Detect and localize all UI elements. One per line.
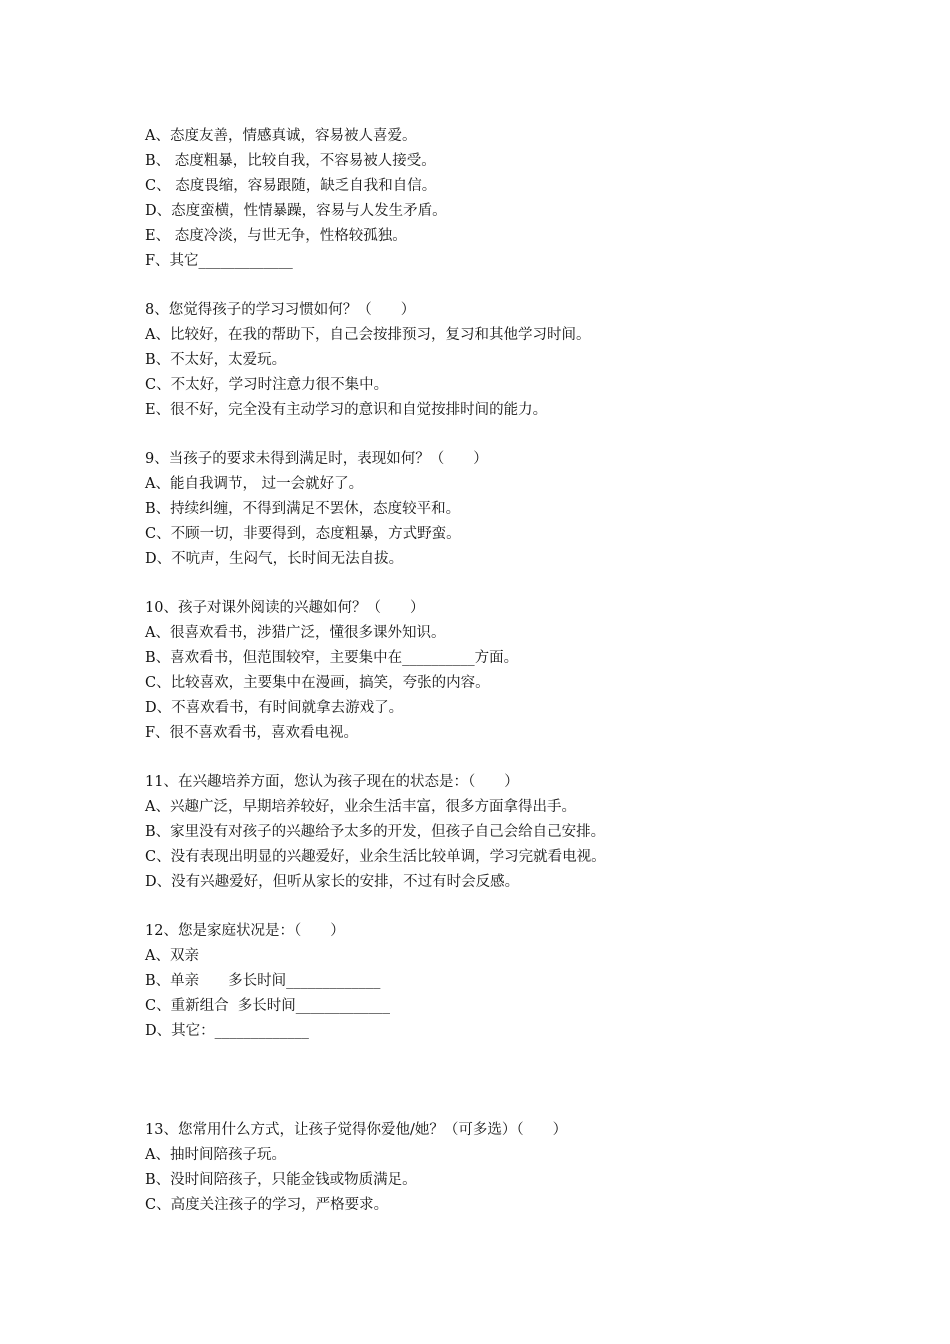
option-line: D、不吭声，生闷气，长时间无法自拔。 (145, 551, 404, 567)
option-line: C、高度关注孩子的学习，严格要求。 (145, 1197, 389, 1213)
option-line: E、很不好，完全没有主动学习的意识和自觉按排时间的能力。 (145, 402, 548, 418)
option-line: A、兴趣广泛，早期培养较好，业余生活丰富，很多方面拿得出手。 (145, 799, 576, 815)
option-line: D、不喜欢看书，有时间就拿去游戏了。 (145, 700, 404, 716)
q11-block (145, 770, 845, 895)
option-line: A、很喜欢看书，涉猎广泛，懂很多课外知识。 (145, 625, 446, 641)
option-line: C、没有表现出明显的兴趣爱好，业余生活比较单调，学习完就看电视。 (145, 849, 606, 865)
questionnaire-page (145, 124, 845, 1218)
q13-block (145, 1118, 845, 1218)
option-line: A、比较好，在我的帮助下，自己会按排预习，复习和其他学习时间。 (145, 327, 591, 343)
question-title: 11、在兴趣培养方面，您认为孩子现在的状态是：（ ） (145, 774, 519, 790)
question-title: 8、您觉得孩子的学习习惯如何？（ ） (145, 302, 416, 318)
option-line: A、态度友善，情感真诚，容易被人喜爱。 (145, 128, 417, 144)
q12-block (145, 919, 845, 1044)
question-title: 12、您是家庭状况是：（ ） (145, 923, 345, 939)
question-title: 10、孩子对课外阅读的兴趣如何？（ ） (145, 600, 425, 616)
option-line: D、态度蛮横，性情暴躁，容易与人发生矛盾。 (145, 203, 447, 219)
option-line: B、 态度粗暴，比较自我，不容易被人接受。 (145, 153, 436, 169)
option-line: A、能自我调节， 过一会就好了。 (145, 476, 364, 492)
option-line: B、喜欢看书，但范围较窄，主要集中在__________方面。 (145, 650, 519, 666)
option-line: D、其它：_____________ (145, 1023, 309, 1039)
option-line: D、没有兴趣爱好，但听从家长的安排，不过有时会反感。 (145, 874, 520, 890)
option-line: A、抽时间陪孩子玩。 (145, 1147, 286, 1163)
option-line: C、 态度畏缩，容易跟随，缺乏自我和自信。 (145, 178, 437, 194)
option-line: E、 态度冷淡，与世无争，性格较孤独。 (145, 228, 407, 244)
option-line: A、双亲 (145, 948, 199, 964)
option-line: B、没时间陪孩子，只能金钱或物质满足。 (145, 1172, 417, 1188)
option-line: B、不太好，太爱玩。 (145, 352, 287, 368)
q10-block (145, 596, 845, 746)
option-line: F、其它_____________ (145, 253, 293, 269)
option-line: B、持续纠缠，不得到满足不罢休，态度较平和。 (145, 501, 461, 517)
option-line: B、家里没有对孩子的兴趣给予太多的开发，但孩子自己会给自己安排。 (145, 824, 606, 840)
option-line: F、很不喜欢看书，喜欢看电视。 (145, 725, 359, 741)
option-line: C、不顾一切，非要得到，态度粗暴，方式野蛮。 (145, 526, 461, 542)
q7-options-block (145, 124, 845, 274)
q9-block (145, 447, 845, 572)
option-line: C、比较喜欢，主要集中在漫画，搞笑，夸张的内容。 (145, 675, 490, 691)
option-line: C、不太好，学习时注意力很不集中。 (145, 377, 389, 393)
question-title: 9、当孩子的要求未得到满足时，表现如何？（ ） (145, 451, 488, 467)
option-line: B、单亲 多长时间_____________ (145, 973, 381, 989)
question-title: 13、您常用什么方式，让孩子觉得你爱他/她？（可多选）（ ） (145, 1122, 568, 1138)
option-line: C、重新组合 多长时间_____________ (145, 998, 391, 1014)
q8-block (145, 298, 845, 423)
